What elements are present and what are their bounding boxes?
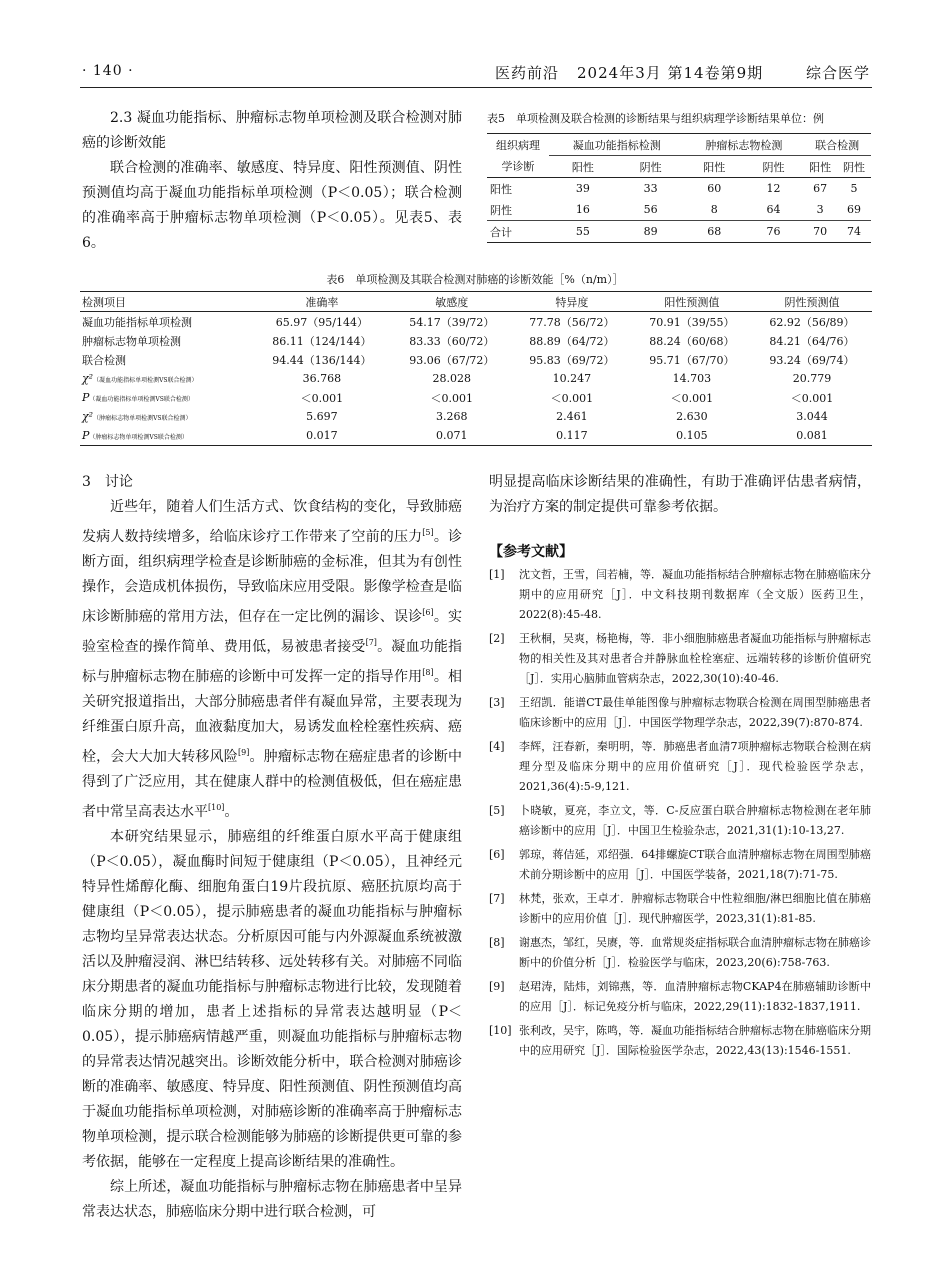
discussion-paragraph-continued: 明显提高临床诊断结果的准确性，有助于准确评估患者病情，为治疗方案的制定提供可靠参考依据。 (489, 474, 871, 515)
table-cell: 20.779 (792, 372, 832, 385)
references-heading: 【参考文献】 (489, 544, 573, 560)
row-label: 阳性 (490, 182, 512, 196)
discussion-paragraph: 本研究结果显示，肺癌组的纤维蛋白原水平高于健康组（P＜0.05），凝血酶时间短于健康组（P＜0.05），且神经元特异性烯醇化酶、细胞角蛋白19片段抗原、癌胚抗原均高于健康组（P＜0.05），提示肺癌患者的凝血功能指标与肿瘤标志物均呈异常表达状态。分析原因可能与内外源凝血系统被激活以及肿瘤浸润、淋巴结转移、远处转移有关。对肺癌不同临床分期患者的凝血功能指标与肿瘤标志物进行比较，发现随着临床分期的增加，患者上述指标的异常表达越明显（P＜0.05），提示肺癌病情越严重，则凝血功能指标与肿瘤标志物的异常表达情况越突出。诊断效能分析中，联合检测对肺癌诊断的准确率、敏感度、特异度、阳性预测值、阴性预测值均高于凝血功能指标单项检测，对肺癌诊断的准确率高于肿瘤标志物单项检测，提示联合检测能够为肺癌的诊断提供更可靠的参考依据，能够在一定程度上提高诊断结果的准确性。 (82, 829, 462, 1170)
text-run: 。肿瘤标志物在癌症患者的诊断中得到了广泛应用，其在健康人群中的检测值极低，但在癌症患者中常呈高表达水平 (82, 749, 463, 820)
table-cell: 95.83（69/72） (529, 353, 615, 367)
table5-sub-header: 阳性 (803, 156, 837, 178)
table-cell: 55 (549, 221, 617, 243)
table-cell: 10.247 (552, 372, 592, 385)
table-cell: 28.028 (432, 372, 472, 385)
reference-item (489, 933, 871, 973)
citation: [7] (365, 638, 377, 647)
reference-text: 谢惠杰，邹红，吴赓，等．血常规炎症指标联合血清肿瘤标志物在肺癌诊断中的价值分析［J］．检验医学与临床，2023,20(6):758-763. (519, 936, 871, 969)
stat-symbol: χ² (82, 410, 94, 423)
table-cell: 76 (744, 221, 803, 243)
table-cell: 5.697 (306, 410, 338, 423)
reference-number: [5] (489, 804, 505, 817)
table-cell: 3.044 (796, 410, 828, 423)
journal-section: 综合医学 (805, 64, 870, 82)
table-row (80, 426, 872, 446)
table-cell: 0.017 (252, 426, 392, 446)
table-cell: 54.17（39/72） (409, 315, 495, 329)
table-cell: 83.33（60/72） (409, 334, 495, 348)
row-label: 联合检测 (82, 353, 126, 367)
table5-sub-header: 阴性 (837, 156, 871, 178)
table-cell: 84.21（64/76） (769, 334, 855, 348)
table-cell: 88.89（64/72） (529, 334, 615, 348)
row-note: （肿瘤标志物单项检测VS联合检测） (89, 434, 188, 441)
row-note: （凝血功能指标单项检测VS联合检测） (89, 396, 194, 403)
table5 (487, 133, 871, 243)
table-cell: 70 (803, 221, 837, 243)
running-header (495, 62, 870, 83)
table-cell: 65.97（95/144） (275, 315, 368, 329)
table-cell: 68 (685, 221, 744, 243)
table-row (80, 388, 872, 407)
journal-issue: 2024年3月 第14卷第9期 (577, 64, 764, 82)
table-row (80, 350, 872, 369)
table-cell: 33 (643, 182, 658, 195)
table-cell: 62.92（56/89） (769, 315, 855, 329)
table-row (80, 312, 872, 332)
reference-item (489, 737, 871, 797)
discussion-left-column (82, 470, 462, 1225)
table-cell: 64 (744, 199, 803, 221)
citation: [5] (422, 528, 434, 537)
reference-item (489, 693, 871, 733)
table-cell: ＜0.001 (430, 391, 474, 405)
table-row (80, 369, 872, 388)
reference-text: 王绍凯．能谱CT最佳单能图像与肿瘤标志物联合检测在周围型肺癌患者临床诊断中的应用［J］．中国医学物理学杂志，2022,39(7):870-874. (519, 696, 871, 729)
reference-item (489, 977, 871, 1017)
reference-number: [6] (489, 848, 505, 861)
reference-number: [2] (489, 632, 505, 645)
citation: [8] (422, 668, 434, 677)
reference-item (489, 565, 871, 625)
table-cell: ＜0.001 (670, 391, 714, 405)
table-cell: 70.91（39/55） (649, 315, 735, 329)
row-note: （凝血功能指标单项检测VS联合检测） (93, 377, 198, 384)
reference-text: 林梵，张欢，王卓才．肿瘤标志物联合中性粒细胞/淋巴细胞比值在肺癌诊断中的应用价值［J］．现代肿瘤医学，2023,31(1):81-85. (519, 892, 871, 925)
table-cell: 16 (549, 199, 617, 221)
table-cell: 89 (617, 221, 685, 243)
discussion-right-column (489, 470, 871, 520)
reference-text: 卜晓敏，夏亮，李立文，等．C-反应蛋白联合肿瘤标志物检测在老年肺癌诊断中的应用［J］．中国卫生检验杂志，2021,31(1):10-13,27. (519, 804, 871, 837)
table-cell: 36.768 (302, 372, 342, 385)
table-cell: 93.06（67/72） (409, 353, 495, 367)
section-2-3 (82, 106, 462, 256)
section-2-3-heading: 2.3 凝血功能指标、肿瘤标志物单项检测及联合检测对肺癌的诊断效能 (82, 110, 462, 151)
table-cell: 88.24（60/68） (649, 334, 735, 348)
table6-header: 准确率 (252, 292, 392, 312)
table5-sub-header: 阳性 (549, 156, 617, 178)
reference-item (489, 629, 871, 689)
table-cell: 3.268 (436, 410, 468, 423)
text-run: 。相关研究报道指出，大部分肺癌患者伴有凝血异常，主要表现为纤维蛋白原升高，血液黏度加大，易诱发血栓栓塞性疾病、癌栓，会大大加大转移风险 (82, 669, 462, 765)
table6-header: 阴性预测值 (752, 292, 872, 312)
discussion-paragraph: 综上所述，凝血功能指标与肿瘤标志物在肺癌患者中呈异常表达状态，肺癌临床分期中进行联合检测，可 (82, 1179, 462, 1220)
table-row (487, 178, 871, 200)
table-cell: 0.105 (632, 426, 752, 446)
reference-text: 李辉，汪春新，秦明明，等．肺癌患者血清7项肿瘤标志物联合检测在病理分型及临床分期中的应用价值研究［J］．现代检验医学杂志，2021,36(4):5-9,121. (519, 740, 871, 793)
row-label: 肿瘤标志物单项检测 (82, 334, 181, 348)
table5-caption: 表5 单项检测及联合检测的诊断结果与组织病理学诊断结果单位：例 (487, 112, 824, 125)
reference-number: [8] (489, 936, 505, 949)
table-cell: 95.71（67/70） (649, 353, 735, 367)
table5-corner-top: 组织病理 (487, 134, 549, 156)
table5-group-header: 凝血功能指标检测 (549, 134, 685, 156)
row-label (80, 407, 252, 426)
table-cell: 0.081 (752, 426, 872, 446)
table-cell: 93.24（69/74） (769, 353, 855, 367)
table6 (80, 291, 872, 446)
stat-symbol: χ² (82, 372, 94, 385)
discussion-heading: 3 讨论 (82, 474, 133, 490)
table-cell: 94.44（136/144） (272, 353, 372, 367)
table5-sub-header: 阳性 (685, 156, 744, 178)
table-cell: 77.78（56/72） (529, 315, 615, 329)
reference-text: 赵珺涛，陆炜，刘锦燕，等．血清肿瘤标志物CKAP4在肺癌辅助诊断中的应用［J］．标记免疫分析与临床，2022,29(11):1832-1837,1911. (519, 980, 871, 1013)
reference-item (489, 889, 871, 929)
stat-symbol: P (82, 391, 90, 404)
table5-group-header: 肿瘤标志物检测 (685, 134, 804, 156)
text-run: 。 (224, 804, 239, 820)
references (489, 541, 871, 1065)
table-row (80, 331, 872, 350)
table-cell: 8 (685, 199, 744, 221)
text-run: 。实验室检查的操作简单、费用低，易被患者接受 (82, 609, 462, 655)
reference-item (489, 1021, 871, 1061)
header-rule (80, 87, 872, 88)
table5-corner-bottom: 学诊断 (487, 156, 549, 178)
reference-list (489, 565, 871, 1061)
citation: [10] (208, 803, 225, 812)
citation: [6] (422, 608, 434, 617)
row-label: 凝血功能指标单项检测 (82, 315, 192, 329)
table6-header: 特异度 (512, 292, 632, 312)
table-cell: 60 (707, 182, 722, 195)
stat-symbol: P (82, 429, 90, 442)
section-2-3-paragraph: 联合检测的准确率、敏感度、特异度、阳性预测值、阴性预测值均高于凝血功能指标单项检测（P＜0.05）；联合检测的准确率高于肿瘤标志物单项检测（P＜0.05）。见表5、表6。 (82, 160, 462, 251)
reference-text: 王秋桐，吴爽，杨艳梅，等．非小细胞肺癌患者凝血功能指标与肿瘤标志物的相关性及其对患者合并静脉血栓栓塞症、远端转移的诊断价值研究［J］．实用心脑肺血管病杂志，2022,30(10):40-46. (519, 632, 871, 685)
reference-number: [10] (489, 1024, 512, 1037)
reference-number: [4] (489, 740, 505, 753)
table-cell: 14.703 (672, 372, 712, 385)
reference-text: 张利改，吴宇，陈鸣，等．凝血功能指标结合肿瘤标志物在肺癌临床分期中的应用研究［J］．国际检验医学杂志，2022,43(13):1546-1551. (519, 1024, 871, 1057)
table6-caption: 表6 单项检测及其联合检测对肺癌的诊断效能［%（n/m）］ (326, 273, 624, 286)
row-label (80, 388, 252, 407)
table-cell: 74 (837, 221, 871, 243)
journal-name: 医药前沿 (495, 64, 560, 82)
reference-text: 郭琼，蒋佶延，邓绍强．64排螺旋CT联合血清肿瘤标志物在周围型肺癌术前分期诊断中的应用［J］．中国医学装备，2021,18(7):71-75. (519, 848, 871, 881)
row-label: 阴性 (487, 199, 549, 221)
reference-number: [7] (489, 892, 505, 905)
row-note: （肿瘤标志物单项检测VS联合检测） (93, 415, 192, 422)
table-cell: 69 (837, 199, 871, 221)
row-label (80, 426, 252, 446)
reference-number: [1] (489, 568, 505, 581)
table-cell: ＜0.001 (550, 391, 594, 405)
table6-header: 敏感度 (392, 292, 512, 312)
text-run: 。诊断方面，组织病理学检查是诊断肺癌的金标准，但其为有创性操作，会造成机体损伤，导致临床应用受限。影像学检查是临床诊断肺癌的常用方法，但存在一定比例的漏诊、误诊 (82, 529, 462, 625)
table-row (487, 199, 871, 221)
page-number: · 140 · (82, 63, 134, 79)
reference-number: [9] (489, 980, 505, 993)
table-row (80, 407, 872, 426)
table-cell: 3 (803, 199, 837, 221)
table-cell: 0.117 (512, 426, 632, 446)
table6-header: 检测项目 (80, 292, 252, 312)
text-run: 近些年，随着人们生活方式、饮食结构的变化，导致肺癌发病人数持续增多，给临床诊疗工作带来了空前的压力 (82, 499, 462, 545)
table-cell: ＜0.001 (790, 391, 834, 405)
table-cell: 0.071 (392, 426, 512, 446)
table-cell: ＜0.001 (300, 391, 344, 405)
table-cell: 86.11（124/144） (272, 334, 372, 348)
reference-item (489, 801, 871, 841)
table-row (487, 221, 871, 243)
discussion-paragraph (82, 495, 462, 825)
reference-text: 沈文哲，王雪，闫若楠，等．凝血功能指标结合肿瘤标志物在肺癌临床分期中的应用研究［J］．中文科技期刊数据库（全文版）医药卫生，2022(8):45-48. (519, 568, 871, 621)
row-label (80, 369, 252, 388)
table-cell: 67 (813, 182, 828, 195)
row-label: 合计 (487, 221, 549, 243)
table-cell: 2.630 (676, 410, 708, 423)
table6-header: 阳性预测值 (632, 292, 752, 312)
table5-group-header: 联合检测 (803, 134, 871, 156)
reference-number: [3] (489, 696, 505, 709)
citation: [9] (237, 748, 250, 757)
reference-item (489, 845, 871, 885)
table5-sub-header: 阴性 (744, 156, 803, 178)
table-cell: 5 (850, 182, 858, 195)
text-run: 。凝血功能指标与肿瘤标志物在肺癌的诊断中可发挥一定的指导作用 (82, 639, 463, 685)
table-cell: 56 (617, 199, 685, 221)
table-cell: 12 (766, 182, 781, 195)
table-cell: 39 (575, 182, 590, 195)
table-cell: 2.461 (556, 410, 588, 423)
table5-sub-header: 阴性 (617, 156, 685, 178)
